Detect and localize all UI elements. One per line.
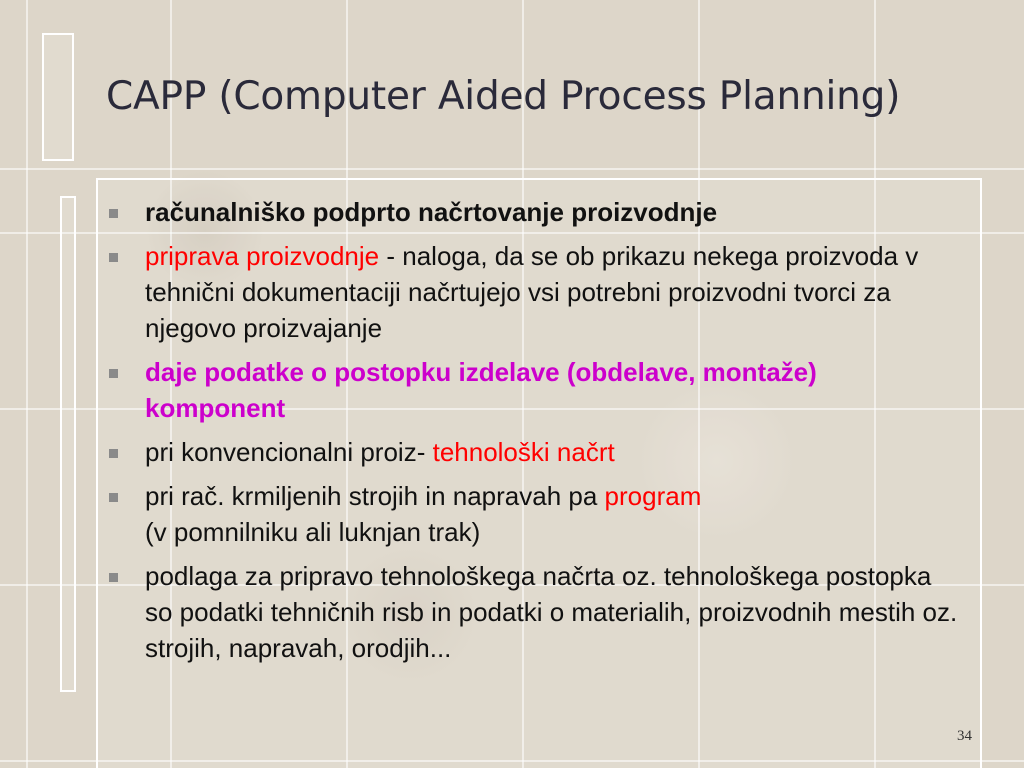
bullet-item [104, 558, 964, 666]
bullet-item [104, 434, 964, 470]
bullet-text: daje podatke o postopku izdelave (obdelave, montaže) komponent [145, 357, 817, 423]
bullet-text-continuation: (v pomnilniku ali luknjan trak) [145, 517, 481, 547]
square-bullet-icon [109, 449, 118, 458]
decorative-left-bar [60, 196, 76, 692]
bullet-text: pri konvencionalni proiz- [145, 437, 433, 467]
page-number: 34 [957, 728, 972, 744]
bullet-item [104, 478, 964, 550]
bullet-text: - naloga, da se ob prikazu nekega proizvoda v tehnični dokumentaciji načrtujejo vsi potrebni proizvodni tvorci za njegovo proizvajanje [145, 241, 919, 343]
decorative-top-bar [42, 33, 74, 161]
bullet-highlight: program [604, 481, 702, 511]
slide-title: CAPP (Computer Aided Process Planning) [106, 74, 901, 119]
bullet-list [104, 194, 964, 674]
square-bullet-icon [109, 209, 118, 218]
square-bullet-icon [109, 493, 118, 502]
square-bullet-icon [109, 253, 118, 262]
bullet-text: podlaga za pripravo tehnološkega načrta oz. tehnološkega postopka so podatki tehničnih risb in podatki o materialih, proizvodnih mestih oz. strojih, napravah, orodjih... [145, 561, 958, 663]
bullet-highlight: priprava proizvodnje [145, 241, 380, 271]
bullet-highlight: tehnološki načrt [432, 437, 615, 467]
bullet-item [104, 194, 964, 230]
bullet-text: pri rač. krmiljenih strojih in napravah pa [145, 481, 605, 511]
bullet-item [104, 238, 964, 346]
square-bullet-icon [109, 369, 118, 378]
bullet-text: računalniško podprto načrtovanje proizvodnje [145, 197, 718, 227]
bullet-item [104, 354, 964, 426]
square-bullet-icon [109, 573, 118, 582]
